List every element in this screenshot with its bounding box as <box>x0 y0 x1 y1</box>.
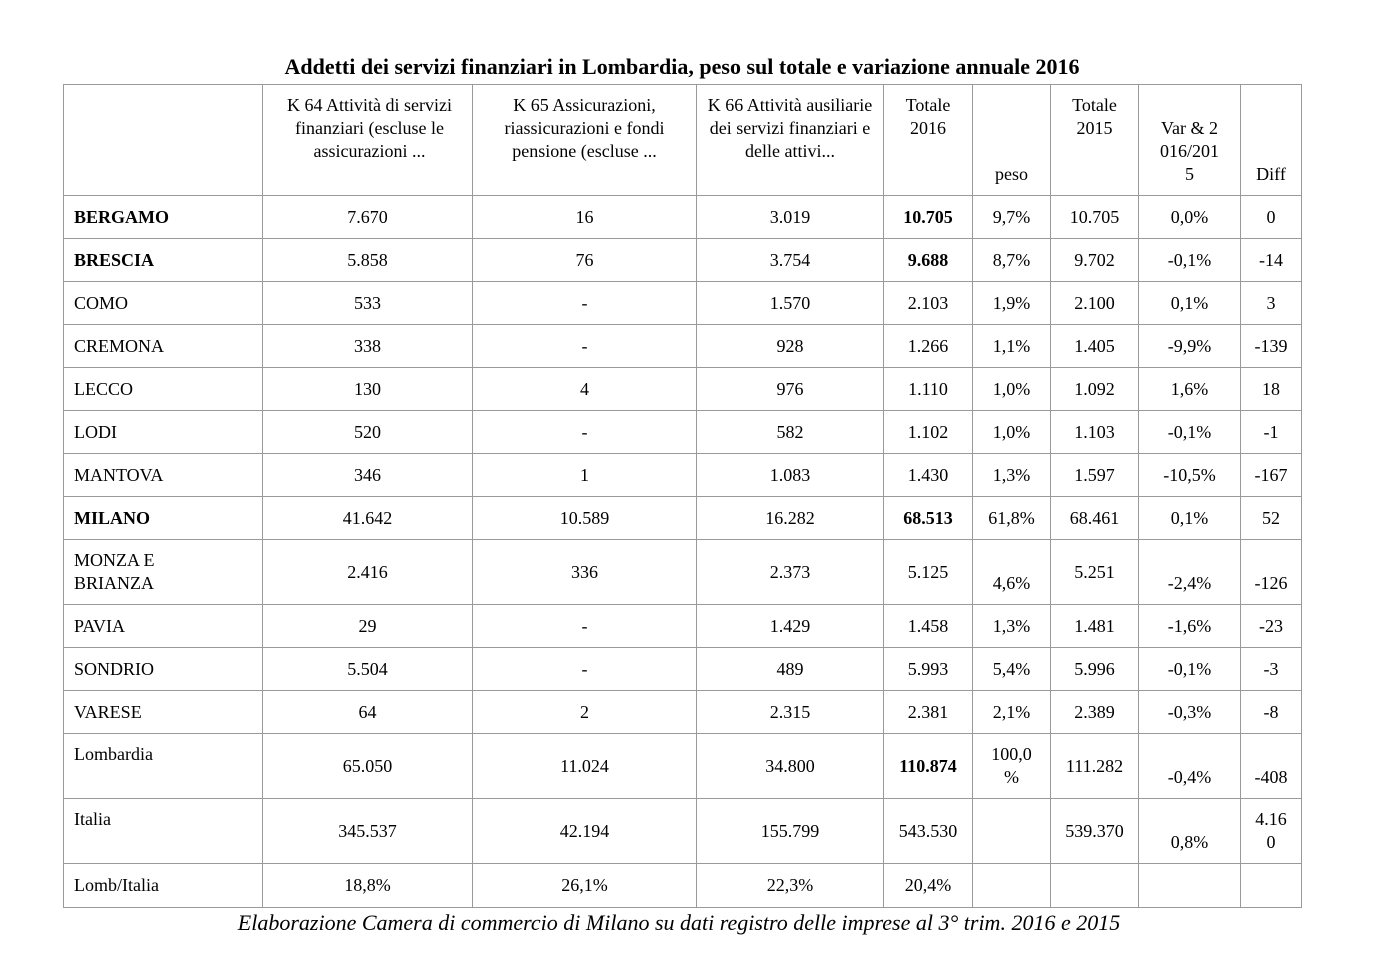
cell-diff: 52 <box>1241 497 1302 540</box>
cell-var: -0,3% <box>1139 691 1241 734</box>
header-k64: K 64 Attività di servizi finanziari (escluse le assicurazioni ... <box>263 85 473 196</box>
row-name: Lomb/Italia <box>64 864 263 908</box>
cell-totale-2016: 2.103 <box>884 282 973 325</box>
row-name: SONDRIO <box>64 648 263 691</box>
row-name: BRESCIA <box>64 239 263 282</box>
cell-k64: 18,8% <box>263 864 473 908</box>
cell-k64: 346 <box>263 454 473 497</box>
cell-totale-2015: 539.370 <box>1051 799 1139 864</box>
row-name: Lombardia <box>64 734 263 799</box>
cell-k66: 2.315 <box>697 691 884 734</box>
cell-k64: 7.670 <box>263 196 473 239</box>
header-peso: peso <box>973 85 1051 196</box>
table-row <box>64 497 1302 540</box>
row-name: Italia <box>64 799 263 864</box>
cell-k65: 1 <box>473 454 697 497</box>
table-row <box>64 196 1302 239</box>
cell-totale-2016: 68.513 <box>884 497 973 540</box>
cell-peso: 5,4% <box>973 648 1051 691</box>
cell-k64: 64 <box>263 691 473 734</box>
table-row <box>64 799 1302 864</box>
cell-totale-2015: 9.702 <box>1051 239 1139 282</box>
header-empty <box>64 85 263 196</box>
cell-k65: 76 <box>473 239 697 282</box>
cell-var <box>1139 864 1241 908</box>
cell-k65: - <box>473 282 697 325</box>
row-name: LODI <box>64 411 263 454</box>
cell-k66: 976 <box>697 368 884 411</box>
cell-k66: 22,3% <box>697 864 884 908</box>
cell-peso: 61,8% <box>973 497 1051 540</box>
cell-diff: -408 <box>1241 734 1302 799</box>
cell-k66: 3.019 <box>697 196 884 239</box>
header-totale-2015: Totale 2015 <box>1051 85 1139 196</box>
cell-k66: 928 <box>697 325 884 368</box>
header-totale-2016: Totale 2016 <box>884 85 973 196</box>
cell-k64: 345.537 <box>263 799 473 864</box>
cell-k64: 130 <box>263 368 473 411</box>
cell-var: -0,1% <box>1139 411 1241 454</box>
cell-k66: 1.570 <box>697 282 884 325</box>
cell-k66: 1.429 <box>697 605 884 648</box>
table-row <box>64 282 1302 325</box>
cell-k65: - <box>473 648 697 691</box>
header-var: Var & 2016/2015 <box>1139 85 1241 196</box>
cell-totale-2016: 5.125 <box>884 540 973 605</box>
cell-totale-2015: 2.389 <box>1051 691 1139 734</box>
cell-totale-2015: 1.481 <box>1051 605 1139 648</box>
cell-totale-2015: 1.405 <box>1051 325 1139 368</box>
cell-k64: 520 <box>263 411 473 454</box>
cell-k64: 29 <box>263 605 473 648</box>
cell-diff: -3 <box>1241 648 1302 691</box>
cell-var: -1,6% <box>1139 605 1241 648</box>
cell-totale-2016: 543.530 <box>884 799 973 864</box>
source-note: Elaborazione Camera di commercio di Milano su dati registro delle imprese al 3° trim. 2016 e 2015 <box>237 910 1121 935</box>
header-k65: K 65 Assicurazioni, riassicurazioni e fondi pensione (escluse ... <box>473 85 697 196</box>
cell-k65: 10.589 <box>473 497 697 540</box>
cell-var: -0,1% <box>1139 648 1241 691</box>
cell-totale-2016: 10.705 <box>884 196 973 239</box>
cell-diff <box>1241 864 1302 908</box>
cell-k64: 5.858 <box>263 239 473 282</box>
table-row <box>64 691 1302 734</box>
header-k66: K 66 Attività ausiliarie dei servizi finanziari e delle attivi... <box>697 85 884 196</box>
table-row <box>64 648 1302 691</box>
cell-k64: 41.642 <box>263 497 473 540</box>
table-row <box>64 864 1302 908</box>
header-row <box>64 85 1302 196</box>
cell-k66: 582 <box>697 411 884 454</box>
cell-var: 0,0% <box>1139 196 1241 239</box>
cell-totale-2016: 5.993 <box>884 648 973 691</box>
cell-k66: 3.754 <box>697 239 884 282</box>
cell-k65: 16 <box>473 196 697 239</box>
cell-diff: -23 <box>1241 605 1302 648</box>
cell-peso: 9,7% <box>973 196 1051 239</box>
cell-totale-2016: 1.102 <box>884 411 973 454</box>
cell-var: 0,1% <box>1139 497 1241 540</box>
cell-totale-2015: 5.251 <box>1051 540 1139 605</box>
cell-totale-2016: 110.874 <box>884 734 973 799</box>
table-row <box>64 325 1302 368</box>
cell-peso: 1,1% <box>973 325 1051 368</box>
cell-peso <box>973 799 1051 864</box>
cell-var: 0,8% <box>1139 799 1241 864</box>
cell-totale-2015: 10.705 <box>1051 196 1139 239</box>
row-name: CREMONA <box>64 325 263 368</box>
cell-k64: 338 <box>263 325 473 368</box>
table-row <box>64 239 1302 282</box>
cell-diff: 3 <box>1241 282 1302 325</box>
cell-k64: 533 <box>263 282 473 325</box>
cell-var: -0,4% <box>1139 734 1241 799</box>
row-name: MANTOVA <box>64 454 263 497</box>
row-name: PAVIA <box>64 605 263 648</box>
cell-diff: -1 <box>1241 411 1302 454</box>
table-row <box>64 368 1302 411</box>
cell-totale-2015: 68.461 <box>1051 497 1139 540</box>
row-name: LECCO <box>64 368 263 411</box>
cell-k64: 65.050 <box>263 734 473 799</box>
cell-var: -0,1% <box>1139 239 1241 282</box>
row-name: MILANO <box>64 497 263 540</box>
table-title: Addetti dei servizi finanziari in Lombardia, peso sul totale e variazione annuale 2016 <box>284 54 1080 79</box>
cell-peso: 4,6% <box>973 540 1051 605</box>
table-row <box>64 605 1302 648</box>
cell-k65: 26,1% <box>473 864 697 908</box>
cell-k66: 16.282 <box>697 497 884 540</box>
cell-peso: 2,1% <box>973 691 1051 734</box>
cell-diff: 18 <box>1241 368 1302 411</box>
cell-diff: -14 <box>1241 239 1302 282</box>
cell-totale-2016: 1.458 <box>884 605 973 648</box>
cell-peso <box>973 864 1051 908</box>
row-name: BERGAMO <box>64 196 263 239</box>
table-row <box>64 540 1302 605</box>
table-row <box>64 454 1302 497</box>
cell-k65: 4 <box>473 368 697 411</box>
cell-k65: 11.024 <box>473 734 697 799</box>
cell-k64: 5.504 <box>263 648 473 691</box>
cell-totale-2015: 5.996 <box>1051 648 1139 691</box>
row-name: VARESE <box>64 691 263 734</box>
row-name: COMO <box>64 282 263 325</box>
cell-peso: 100,0 % <box>973 734 1051 799</box>
cell-k65: 2 <box>473 691 697 734</box>
cell-totale-2016: 20,4% <box>884 864 973 908</box>
cell-totale-2015: 1.103 <box>1051 411 1139 454</box>
cell-totale-2016: 9.688 <box>884 239 973 282</box>
cell-k65: - <box>473 411 697 454</box>
cell-totale-2016: 1.266 <box>884 325 973 368</box>
cell-k65: - <box>473 605 697 648</box>
cell-k66: 34.800 <box>697 734 884 799</box>
cell-totale-2015: 2.100 <box>1051 282 1139 325</box>
cell-totale-2016: 1.430 <box>884 454 973 497</box>
cell-var: -9,9% <box>1139 325 1241 368</box>
cell-k66: 155.799 <box>697 799 884 864</box>
cell-var: -10,5% <box>1139 454 1241 497</box>
row-name: MONZA E BRIANZA <box>64 540 263 605</box>
cell-k66: 489 <box>697 648 884 691</box>
table-row <box>64 411 1302 454</box>
cell-k65: 336 <box>473 540 697 605</box>
cell-k65: - <box>473 325 697 368</box>
cell-var: 0,1% <box>1139 282 1241 325</box>
cell-diff: -126 <box>1241 540 1302 605</box>
cell-totale-2016: 1.110 <box>884 368 973 411</box>
cell-diff: -8 <box>1241 691 1302 734</box>
cell-k66: 1.083 <box>697 454 884 497</box>
cell-var: 1,6% <box>1139 368 1241 411</box>
cell-peso: 1,0% <box>973 368 1051 411</box>
cell-totale-2015: 1.092 <box>1051 368 1139 411</box>
table-row <box>64 734 1302 799</box>
cell-totale-2015: 111.282 <box>1051 734 1139 799</box>
cell-k66: 2.373 <box>697 540 884 605</box>
cell-peso: 1,9% <box>973 282 1051 325</box>
cell-var: -2,4% <box>1139 540 1241 605</box>
cell-peso: 1,3% <box>973 605 1051 648</box>
cell-diff: 4.160 <box>1241 799 1302 864</box>
cell-diff: 0 <box>1241 196 1302 239</box>
cell-totale-2015: 1.597 <box>1051 454 1139 497</box>
cell-peso: 1,0% <box>973 411 1051 454</box>
cell-k65: 42.194 <box>473 799 697 864</box>
cell-peso: 1,3% <box>973 454 1051 497</box>
cell-peso: 8,7% <box>973 239 1051 282</box>
header-diff: Diff <box>1241 85 1302 196</box>
data-table <box>63 84 1302 908</box>
cell-k64: 2.416 <box>263 540 473 605</box>
cell-totale-2016: 2.381 <box>884 691 973 734</box>
cell-totale-2015 <box>1051 864 1139 908</box>
cell-diff: -167 <box>1241 454 1302 497</box>
cell-diff: -139 <box>1241 325 1302 368</box>
